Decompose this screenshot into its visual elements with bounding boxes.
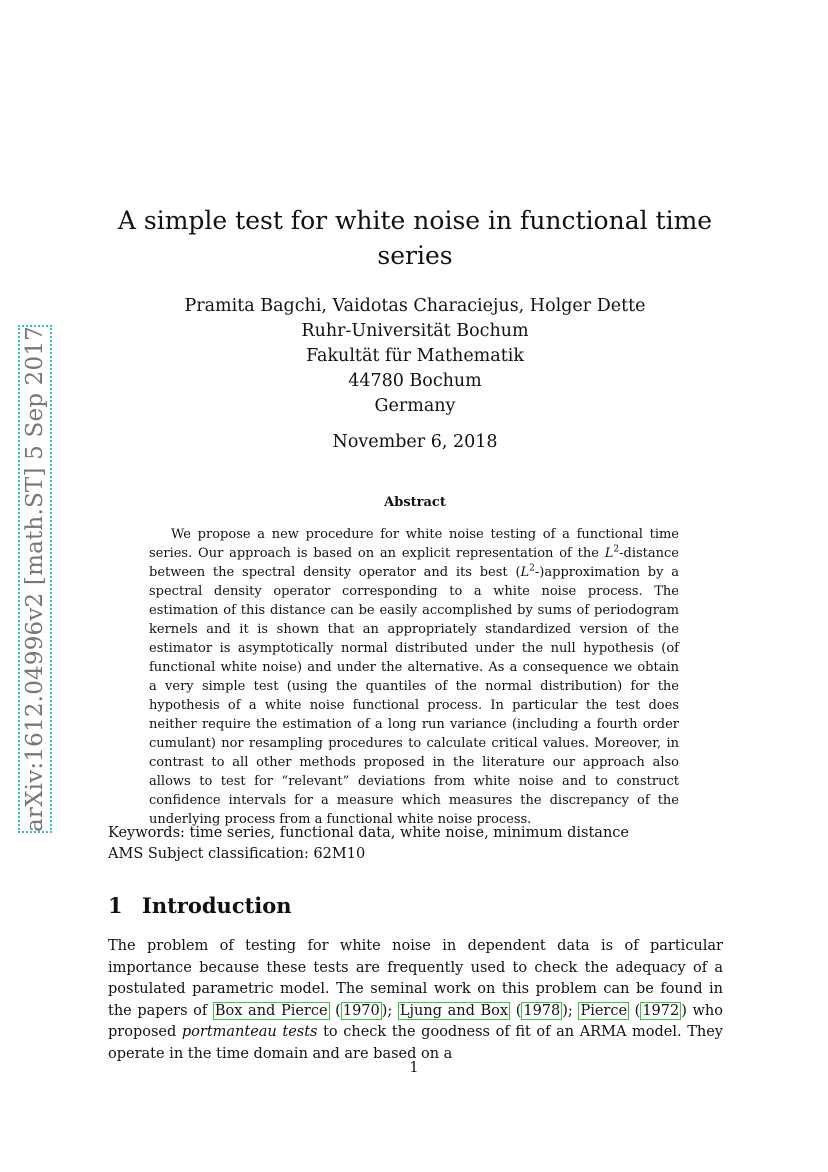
intro-text: ); <box>381 1002 398 1019</box>
l-symbol: L <box>520 565 530 580</box>
arxiv-stamp[interactable] <box>18 325 52 833</box>
abstract-part-1: We propose a new procedure for white noise testing of a functional time series. Our approach is based on an explicit representation of the <box>149 527 679 561</box>
citation-link[interactable]: Pierce <box>580 1002 628 1019</box>
superscript: 2 <box>613 544 620 555</box>
citation-link[interactable]: 1970 <box>342 1002 380 1019</box>
intro-text: ); <box>562 1002 579 1019</box>
intro-text: The problem of testing for white noise in dependent data is of particular importance because these tests are frequently used to check the adequacy of a postulated parametric model. The seminal work on this problem can be found in the papers of <box>108 938 723 1019</box>
intro-text: ( <box>629 1002 641 1019</box>
l-symbol: L <box>604 546 614 561</box>
paper-date: November 6, 2018 <box>332 432 498 452</box>
intro-text: ( <box>329 1002 341 1019</box>
citation-link[interactable]: 1972 <box>642 1002 680 1019</box>
abstract-part-3: -)approximation by a spectral density operator corresponding to a white noise process. The estimation of this distance can be easily accomplished by sums of periodogram kernels and it is shown that an appropriately standardized version of the estimator is asymptotically normal distributed under the null hypothesis (of functional white noise) and under the alternative. As a consequence we obtain a very simple test (using the quantiles of the normal distribution) for the hypothesis of a white noise functional process. In particular the test does neither require the estimation of a long run variance (including a fourth order cumulant) nor resampling procedures to calculate critical values. Moreover, in contrast to all other methods proposed in the literature our approach also allows to test for “relevant” deviations from white noise and to construct confidence intervals for a measure which measures the discrepancy of the underlying process from a functional white noise process. <box>149 565 679 827</box>
superscript: 2 <box>529 563 535 574</box>
paper-metadata <box>108 823 723 865</box>
intro-text: ( <box>510 1002 522 1019</box>
arxiv-stamp-text: arXiv:1612.04996v2 [math.ST] 5 Sep 2017 <box>22 325 48 833</box>
citation-link[interactable]: 1978 <box>523 1002 561 1019</box>
keywords: Keywords: time series, functional data, white noise, minimum distance <box>108 825 629 841</box>
page-number: 1 <box>409 1060 419 1076</box>
affiliation-faculty: Fakultät für Mathematik <box>306 346 524 366</box>
intro-text: to check the goodness of fit of an ARMA model. They operate in the time domain and are based on a <box>108 1024 724 1062</box>
citation-link[interactable]: Box and Pierce <box>214 1002 328 1019</box>
section-title: Introduction <box>142 893 292 918</box>
section-heading <box>108 893 292 918</box>
citation-link[interactable]: Ljung and Box <box>399 1002 509 1019</box>
author-block <box>110 294 720 419</box>
affiliation-city: 44780 Bochum <box>348 371 482 391</box>
emphasis: portmanteau tests <box>181 1024 318 1040</box>
ams-classification: AMS Subject classification: 62M10 <box>108 846 366 862</box>
abstract-text <box>149 525 679 829</box>
affiliation-university: Ruhr-Universität Bochum <box>301 321 529 341</box>
intro-paragraph <box>108 936 723 1065</box>
affiliation-country: Germany <box>374 396 456 416</box>
paper-title: A simple test for white noise in functional time series <box>117 206 713 270</box>
intro-text: ) who proposed <box>108 1002 723 1040</box>
abstract-part-2: -distance between the spectral density operator and its best ( <box>149 546 679 580</box>
abstract-heading: Abstract <box>384 495 446 510</box>
author-names: Pramita Bagchi, Vaidotas Characiejus, Holger Dette <box>184 296 646 316</box>
section-number: 1 <box>108 893 123 918</box>
